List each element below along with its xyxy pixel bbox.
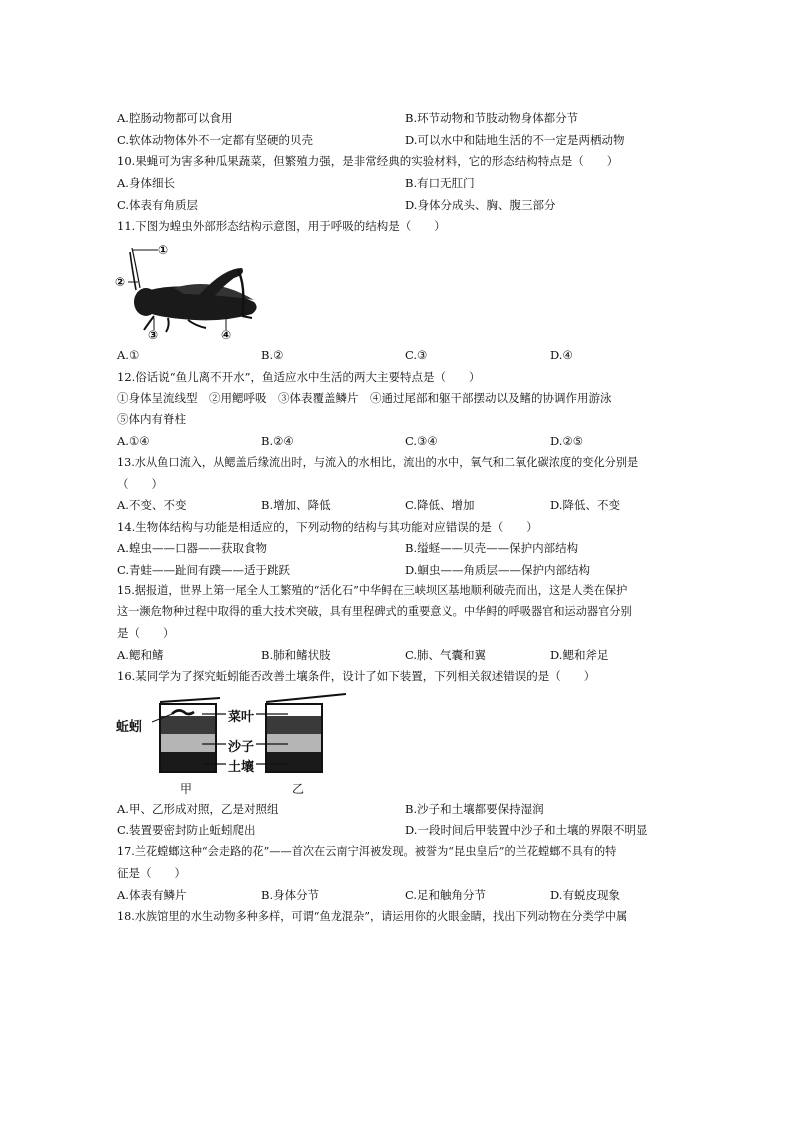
q12-items-2: ⑤体内有脊柱 [117,412,186,426]
q13-option-c: C.降低、增加 [405,498,475,512]
q9-option-b: B.环节动物和节肢动物身体都分节 [405,111,579,125]
grasshopper-figure [114,238,274,342]
q13-option-b: B.增加、降低 [261,498,331,512]
earthworm-experiment-figure [116,688,366,800]
q13-stem-1: 13.水从鱼口流入，从鳃盖后缘流出时，与流入的水相比，流出的水中，氧气和二氧化碳浓度的变化分别是 [117,456,639,469]
label-beaker-jia: 甲 [180,782,193,796]
q10-option-d: D.身体分成头、胸、腹三部分 [405,198,556,212]
q14-option-c: C.青蛙——趾间有蹼——适于跳跃 [117,563,291,577]
q12-option-b: B.②④ [261,434,294,448]
q15-stem-2: 这一濒危物种过程中取得的重大技术突破，具有里程碑式的重要意义。中华鲟的呼吸器官和运动器官分别 [117,605,632,618]
label-sand: 沙子 [228,740,255,755]
grasshopper-label-3: ③ [148,328,159,342]
q11-option-a: A.① [117,348,140,362]
grasshopper-illustration [114,238,274,342]
q14-option-b: B.缢蛏——贝壳——保护内部结构 [405,541,579,555]
q12-option-a: A.①④ [117,434,150,448]
q10-option-a: A.身体细长 [117,176,175,190]
q13-option-d: D.降低、不变 [550,498,620,512]
grasshopper-label-4: ④ [221,328,232,342]
q10-option-b: B.有口无肛门 [405,176,475,190]
q10-stem: 10.果蝇可为害多种瓜果蔬菜，但繁殖力强，是非常经典的实验材料，它的形态结构特点是（ ） [117,154,619,168]
q12-option-c: C.③④ [405,434,438,448]
q16-option-a: A.甲、乙形成对照，乙是对照组 [117,802,279,816]
q10-option-c: C.体表有角质层 [117,198,199,212]
q14-option-d: D.蛔虫——角质层——保护内部结构 [405,563,590,577]
q9-option-c: C.软体动物体外不一定都有坚硬的贝壳 [117,133,314,147]
grasshopper-label-1: ① [158,243,169,257]
q18-stem: 18.水族馆里的水生动物多种多样，可谓“鱼龙混杂”，请运用你的火眼金睛，找出下列动物在分类学中属 [117,910,628,923]
q11-option-d: D.④ [550,348,573,362]
q12-items-1: ①身体呈流线型 ②用鳃呼吸 ③体表覆盖鳞片 ④通过尾部和躯干部摆动以及鳍的协调作用游泳 [117,391,612,405]
q17-stem-1: 17.兰花螳螂这种“会走路的花”——首次在云南宁洱被发现。被誉为“昆虫皇后”的兰花螳螂不具有的特 [117,845,617,858]
q17-option-a: A.体表有鳞片 [117,888,187,902]
q15-stem-1: 15.据报道，世界上第一尾全人工繁殖的“活化石”中华鲟在三峡坝区基地顺利破壳而出，这是人类在保护 [117,584,628,597]
q15-option-c: C.肺、气囊和翼 [405,648,487,662]
q12-option-d: D.②⑤ [550,434,584,448]
grasshopper-label-2: ② [115,275,126,289]
q15-option-a: A.鳃和鳍 [117,648,164,662]
q13-stem-2: （ ） [117,477,163,491]
q16-stem: 16.某同学为了探究蚯蚓能否改善土壤条件，设计了如下装置，下列相关叙述错误的是（ ） [117,669,596,683]
q17-option-c: C.足和触角分节 [405,888,487,902]
q16-option-b: B.沙子和土壤都要保持湿润 [405,802,544,816]
q15-option-d: D.鳃和斧足 [550,648,609,662]
q14-stem: 14.生物体结构与功能是相适应的，下列动物的结构与其功能对应错误的是（ ） [117,520,538,534]
q15-stem-3: 是（ ） [117,626,175,640]
q17-stem-2: 征是（ ） [117,866,186,880]
q16-option-c: C.装置要密封防止蚯蚓爬出 [117,823,256,837]
q14-option-a: A.蝗虫——口器——获取食物 [117,541,267,555]
label-soil: 土壤 [228,760,255,775]
q11-option-b: B.② [261,348,284,362]
label-beaker-yi: 乙 [292,782,305,796]
q9-option-a: A.腔肠动物都可以食用 [117,111,233,125]
q11-option-c: C.③ [405,348,428,362]
q16-option-d: D.一段时间后甲装置中沙子和土壤的界限不明显 [405,823,648,837]
q15-option-b: B.肺和鳍状肢 [261,648,331,662]
q12-stem: 12.俗话说“鱼儿离不开水”，鱼适应水中生活的两大主要特点是（ ） [117,370,481,384]
label-leaves: 菜叶 [228,710,255,725]
q17-option-b: B.身体分节 [261,888,320,902]
q13-option-a: A.不变、不变 [117,498,187,512]
q17-option-d: D.有蜕皮现象 [550,888,620,902]
label-earthworm: 蚯蚓 [116,720,143,735]
q11-stem: 11.下图为蝗虫外部形态结构示意图，用于呼吸的结构是（ ） [117,219,446,233]
q9-option-d: D.可以水中和陆地生活的不一定是两栖动物 [405,133,625,147]
